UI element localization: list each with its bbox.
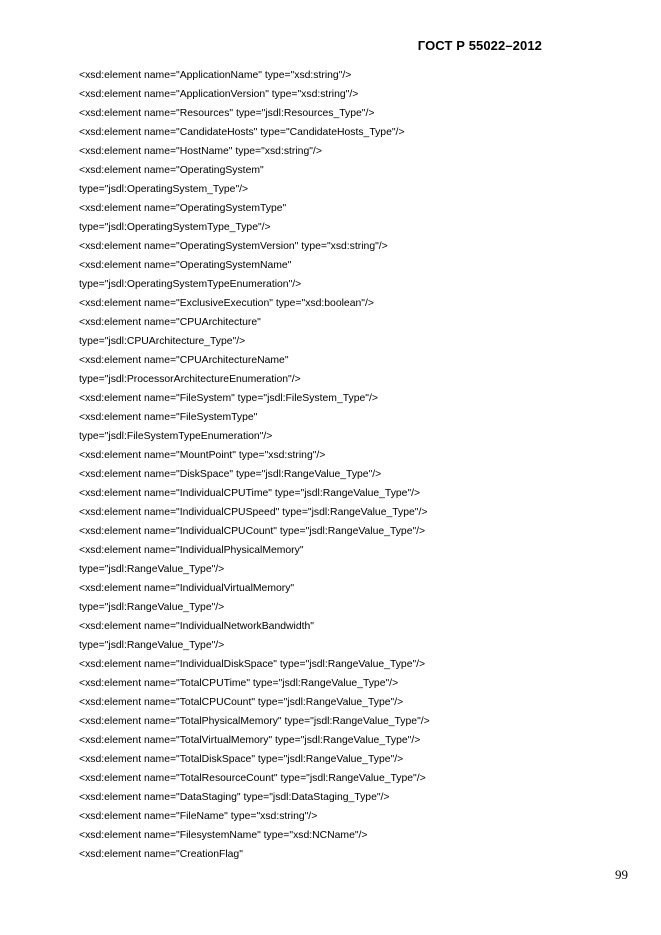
code-line: <xsd:element name="TotalCPUCount" type="jsdl:RangeValue_Type"/> — [79, 697, 404, 708]
code-line: <xsd:element name="CandidateHosts" type="CandidateHosts_Type"/> — [79, 127, 405, 138]
code-line: <xsd:element name="Resources" type="jsdl:Resources_Type"/> — [79, 108, 375, 119]
code-line: type="jsdl:CPUArchitecture_Type"/> — [79, 336, 246, 347]
code-line: type="jsdl:OperatingSystem_Type"/> — [79, 184, 249, 195]
code-line: <xsd:element name="IndividualCPUCount" type="jsdl:RangeValue_Type"/> — [79, 526, 426, 537]
code-line: <xsd:element name="IndividualPhysicalMemory" — [79, 545, 304, 556]
code-line: <xsd:element name="TotalResourceCount" type="jsdl:RangeValue_Type"/> — [79, 773, 426, 784]
code-line: <xsd:element name="IndividualCPUTime" type="jsdl:RangeValue_Type"/> — [79, 488, 421, 499]
code-line: type="jsdl:ProcessorArchitectureEnumeration"/> — [79, 374, 301, 385]
code-line: <xsd:element name="FileName" type="xsd:string"/> — [79, 811, 318, 822]
code-line: <xsd:element name="CPUArchitecture" — [79, 317, 261, 328]
code-line: type="jsdl:RangeValue_Type"/> — [79, 602, 225, 613]
code-line: <xsd:element name="TotalPhysicalMemory" type="jsdl:RangeValue_Type"/> — [79, 716, 430, 727]
code-line: <xsd:element name="DataStaging" type="jsdl:DataStaging_Type"/> — [79, 792, 390, 803]
code-line: <xsd:element name="FilesystemName" type="xsd:NCName"/> — [79, 830, 368, 841]
code-line: <xsd:element name="ApplicationVersion" type="xsd:string"/> — [79, 89, 359, 100]
code-line: <xsd:element name="ExclusiveExecution" type="xsd:boolean"/> — [79, 298, 374, 309]
page-number: 99 — [615, 867, 628, 882]
code-line: <xsd:element name="IndividualNetworkBandwidth" — [79, 621, 314, 632]
code-line: <xsd:element name="OperatingSystemVersion" type="xsd:string"/> — [79, 241, 388, 252]
code-line: type="jsdl:OperatingSystemTypeEnumeration"/> — [79, 279, 302, 290]
code-line: <xsd:element name="IndividualDiskSpace" type="jsdl:RangeValue_Type"/> — [79, 659, 426, 670]
code-line: <xsd:element name="TotalDiskSpace" type="jsdl:RangeValue_Type"/> — [79, 754, 404, 765]
code-line: <xsd:element name="TotalCPUTime" type="jsdl:RangeValue_Type"/> — [79, 678, 399, 689]
code-line: <xsd:element name="CPUArchitectureName" — [79, 355, 289, 366]
code-line: <xsd:element name="OperatingSystem" — [79, 165, 264, 176]
code-line: <xsd:element name="IndividualCPUSpeed" type="jsdl:RangeValue_Type"/> — [79, 507, 428, 518]
code-line: <xsd:element name="MountPoint" type="xsd:string"/> — [79, 450, 326, 461]
code-line: <xsd:element name="CreationFlag" — [79, 849, 243, 860]
document-standard-code: ГОСТ Р 55022–2012 — [417, 38, 542, 53]
code-line: <xsd:element name="DiskSpace" type="jsdl:RangeValue_Type"/> — [79, 469, 382, 480]
code-line: type="jsdl:OperatingSystemType_Type"/> — [79, 222, 271, 233]
code-line: type="jsdl:FileSystemTypeEnumeration"/> — [79, 431, 273, 442]
code-line: type="jsdl:RangeValue_Type"/> — [79, 564, 225, 575]
code-line: <xsd:element name="FileSystemType" — [79, 412, 258, 423]
code-line: <xsd:element name="TotalVirtualMemory" type="jsdl:RangeValue_Type"/> — [79, 735, 421, 746]
xsd-code-listing — [79, 66, 599, 864]
code-line: <xsd:element name="ApplicationName" type="xsd:string"/> — [79, 70, 352, 81]
code-line: <xsd:element name="OperatingSystemType" — [79, 203, 287, 214]
code-line: <xsd:element name="IndividualVirtualMemory" — [79, 583, 295, 594]
code-line: type="jsdl:RangeValue_Type"/> — [79, 640, 225, 651]
code-line: <xsd:element name="FileSystem" type="jsdl:FileSystem_Type"/> — [79, 393, 378, 404]
code-line: <xsd:element name="OperatingSystemName" — [79, 260, 292, 271]
code-line: <xsd:element name="HostName" type="xsd:string"/> — [79, 146, 322, 157]
